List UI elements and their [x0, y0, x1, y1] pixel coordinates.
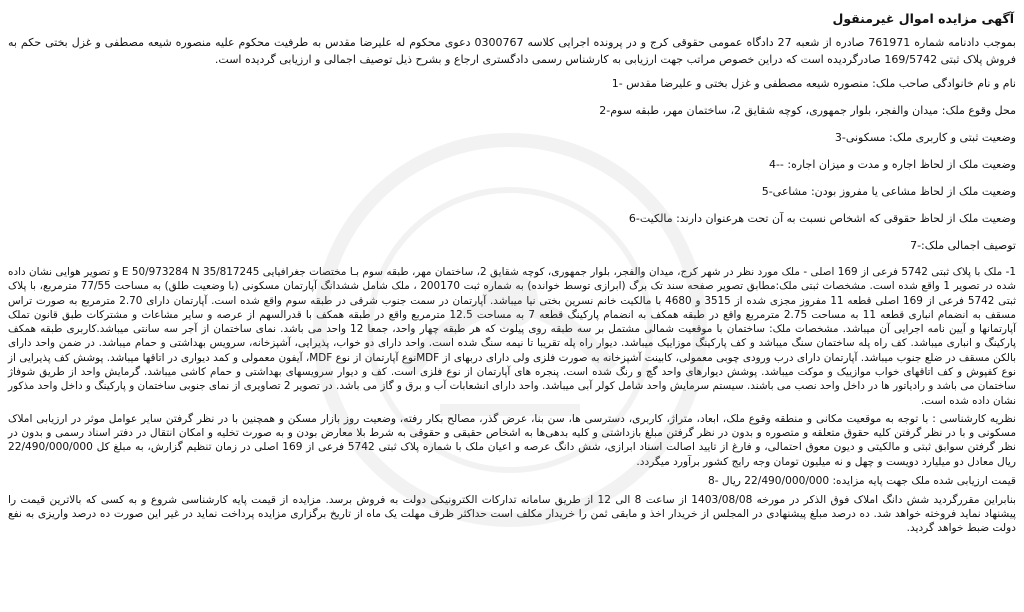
field-lease-status: وضعیت ملک از لحاظ اجاره و مدت و میزان اجاره: --4 — [768, 158, 1016, 171]
field-registration-usage: وضعیت ثبتی و کاربری ملک: مسکونی-3 — [834, 131, 1016, 144]
field-description-heading: توصیف اجمالی ملک:-7 — [910, 239, 1016, 252]
notice-title: آگهی مزایده اموال غیرمنقول — [832, 11, 1014, 26]
field-owner-name: نام و نام خانوادگی صاحب ملک: منصوره شیعه مصطفی و غزل بختی و علیرضا مقدس -1 — [611, 77, 1016, 90]
field-shared-status: وضعیت ملک از لحاظ مشاعی یا مفروز بودن: مشاعی-5 — [761, 185, 1016, 198]
property-description: 1- ملک با پلاک ثبتی 5742 فرعی از 169 اصلی - ملک مورد نظر در شهر کرج، میدان والفجر، بلوار جمهوری، کوچه شقایق 2، ساختمان مهر، طبقه سوم بـا مختصات جغرافیایی E 50/973284 N 35/817245 و تصویر هوایی نشان داده شده در تصویر 1 واقع شده است. مشخصات ثبتی ملک:مطابق تصویر صفحه سند تک برگ (ابرازی توسط خوانده) به شماره ثبت 200170 ، ملک شامل ششدانگ آپارتمان مسکونی (با وضعیت طلق) به مساحت 77/55 مترمربع، با پلاک ثبتی 5742 فرعی از 169 اصلی قطعه 11 مفروز مجزی شده از 3515 و 4680 با مالکیت خانم نسرین بختی نیا میباشد. آپارتمان در سمت جنوب شرقی در طبقه سوم واقع شده است. آپارتمان دارای 2.70 مترمربع به صورت تراس مسقف به انضمام انباری قطعه 11 به مساحت 2.75 مترمربع واقع در طبقه همکف به انضمام پارکینگ قطعه 7 به مساحت 12.5 مترمربع واقع در طبقه همکف با قدرالسهم از عرصه و سایر مشاعات و مشترکات طبق قانون تملک آپارتمانها و آیین نامه اجرایی آن میباشد. مشخصات ملک: ساختمان با موقعیت شمالی مشتمل بر سه طبقه روی پیلوت که هر طبقه چهار واحد، جمعا 12 واحد می باشد. نمای ساختمان از آجر سه سانتی میباشد.کاربری طبقه همکف پارکینگ و انباری میباشد. کف راه پله ساختمان سنگ میباشد و کف پارکینگ موزاییک میباشد. دیوار راه پله تقریبا تا نیمه سنگ شده است. واحد دارای دو خواب، پذیرایی، آشپزخانه، سرویس بهداشتی و حمام میباشد. در ضمن واحد دارای بالکن مسقف در ضلع جنوب میباشد. آپارتمان دارای درب ورودی چوبی معمولی، کابینت آشپزخانه به صورت فلزی ولی دارای دربهای از MDFنوع آپارتمان از نوع MDF، آیفون معمولی و کمد دیواری در اتاقها میباشد. پوشش کف پذیرایی از نوع کفپوش و کف اتاقهای خواب موازییک و موکت میباشد. پوشش دیوارهای واحد گچ و رنگ شده است. پنجره های آپارتمان از نوع فلزی است. کف و دیوار سرویسهای بهداشتی و حمام کاشی میباشد. گرمایش واحد از طریق شوفاژ ساختمان می باشد و رادیاتور ها در داخل واحد نصب می باشند. سیستم سرمایش واحد شامل کولر آبی میباشد. واحد دارای انشعابات آب و برق و گاز می باشد. در تصویر 2 تصاویری از نمای جنوبی ساختمان و پارکینگ و داخل واحد مذکور نشان داده شده است. — [8, 266, 1017, 407]
field-legal-rights: وضعیت ملک از لحاظ حقوقی که اشخاص نسبت به آن تحت هرعنوان دارند: مالکیت-6 — [628, 212, 1016, 225]
notice-intro: بموجب دادنامه شماره 761971 صادره از شعبه 27 دادگاه عمومی حقوقی کرج و در پرونده اجرایی کلاسه 0300767 دعوی محکوم له علیرضا مقدس به طرفیت محکوم علیه منصوره شیعه مصطفی و غزل بختی حکم به فروش پلاک ثبتی 169/5742 صادرگردیده است که دراین خصوص مراتب جهت ارزیابی به کارشناس رسمی دادگستری ارجاع و بشرح ذیل توصیف اجمالی و ارزیابی گردیده است. — [8, 36, 1016, 66]
field-location: محل وقوع ملک: میدان والفجر، بلوار جمهوری، کوچه شقایق 2، ساختمان مهر، طبقه سوم-2 — [599, 104, 1016, 117]
base-price: قیمت ارزیابی شده ملک جهت پایه مزایده: 22/490/000/000 ریال -8 — [707, 474, 1016, 487]
auction-terms: بنابراین مقررگردید شش دانگ املاک فوق الذکر در مورخه 1403/08/08 از ساعت 8 الی 12 از طریق سامانه تدارکات الکترونیکی دولت به فروش برسد. مزایده از قیمت پایه کارشناسی شروع و به کسی که بالاترین قیمت را پیشنهاد نماید فروخته خواهد شد. ده درصد مبلغ پیشنهادی در المجلس از خریدار اخذ و مابقی ثمن را خریدار مکلف است حداکثر ظرف مهلت یک ماه از تاریخ برگزاری مزایده پرداخت نماید در غیر این صورت ده درصد واریزی به نفع دولت ضبط خواهد گردید. — [8, 493, 1016, 535]
expert-opinion: نظریه کارشناسی : با توجه به موقعیت مکانی و منطقه وقوع ملک، ابعاد، متراژ، کاربری، دسترسی ها، سن بنا، عرض گذر، مصالح بکار رفته، وضعیت روز بازار مسکن و همچنین با در نظر گرفتن سایر عوامل موثر در ارزیابی املاک مسکونی و با در نظر گرفتن کلیه حقوق متعلقه و متصوره و بدون در نظر گرفتن مبلغ بازداشتی و کلیه بدهی‌ها به اشخاص حقیقی و حقوقی به شرط بلا معارض بودن و به صورت تخلیه و امکان انتقال در دفتر اسناد رسمی و بدون در نظر گرفتن سوابق ثبتی و مالکیتی و دیون معوق احتمالی، و فارغ از تایید اصالت اسناد ابرازی، شش دانگ عرصه و اعیان ملک با شماره پلاک ثبتی 5742 فرعی از 169 اصلی در زمان تنظیم گزارش، به مبلغ کل 22/490/000/000 ریال معادل دو میلیارد دویست و چهل و نه میلیون تومان وجه رایج کشور برآورد میگردد. — [8, 412, 1016, 468]
